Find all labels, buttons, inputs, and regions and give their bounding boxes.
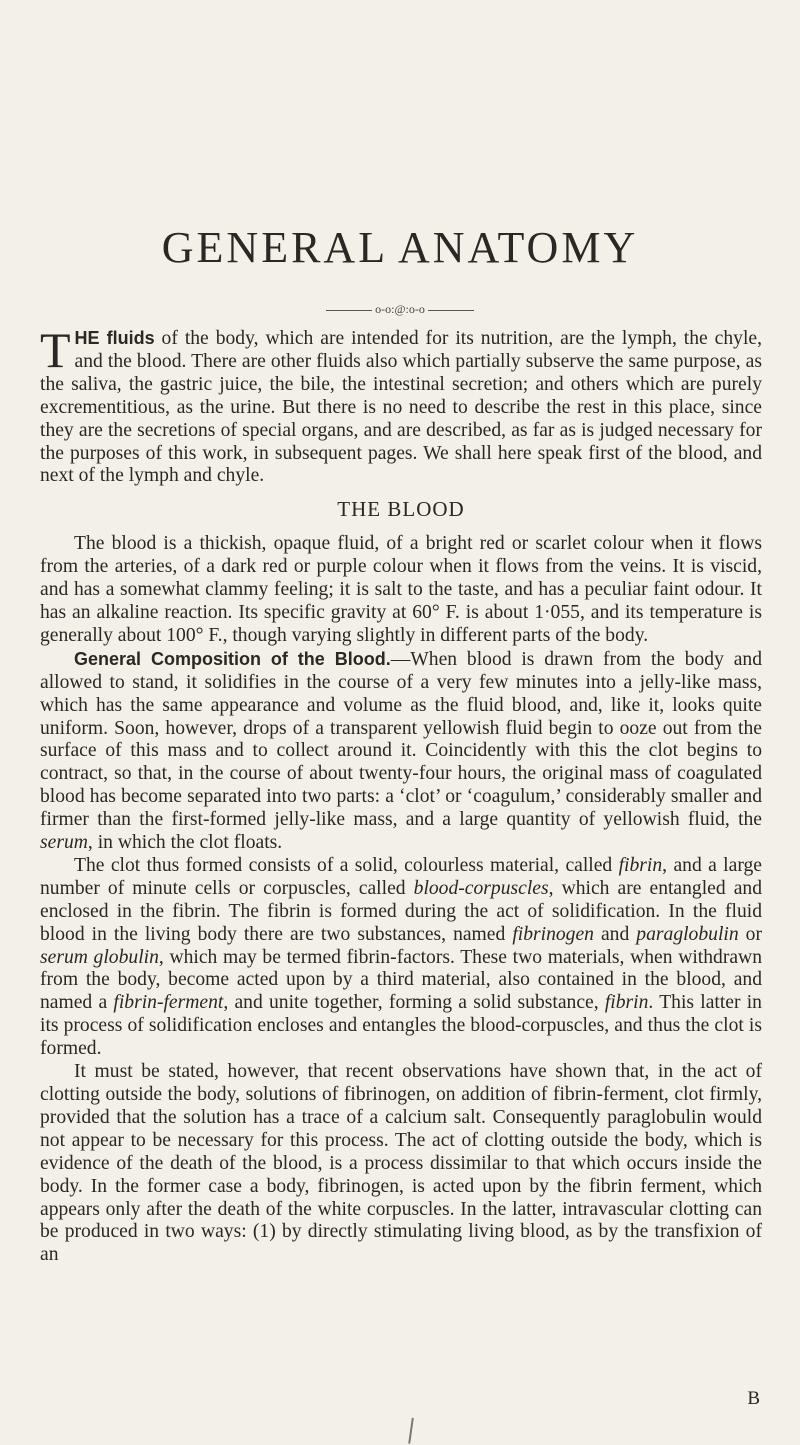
ornament-glyph: o-o:@:o-o (375, 302, 425, 316)
term-fibrin-2: fibrin (604, 992, 649, 1014)
term-fibrin: fibrin (618, 854, 663, 876)
paragraph-general-composition (40, 648, 762, 855)
paragraph-blood-properties: The blood is a thickish, opaque fluid, of a bright red or scarlet colour when it flows from the arteries, of a dark red or purple colour when it flows from the veins. It is viscid, and has a somewhat clammy feeling; it is salt to the taste, and has a peculiar faint odour. It has an alkaline reaction. Its specific gravity at 60° F. is about 1·055, and its temperature is generally about 100° F., though varying slightly in different parts of the body. (40, 533, 762, 646)
clot-text-k: , which may be termed fibrin-factors. These two materials, when withdrawn from the body, become acted upon by a third material, also contained in the blood, and named a (40, 946, 763, 1014)
title-ornament (0, 302, 800, 317)
composition-text: —When blood is drawn from the body and allowed to stand, it solidifies in the course of a very few minutes into a jelly-like mass, which has the same appearance and volume as the fluid blood, and, like it, looks quite uniform. Soon, however, drops of a transparent yellowish fluid begin to ooze out from the surface of this mass and to collect around it. Coincidently with this the clot begins to contract, so that, in the course of about twenty-four hours, the original mass of coagulated blood has become separated into two parts: a ‘clot’ or ‘coagulum,’ considerably smaller and firmer than the first-formed jelly-like mass, and a large quantity of yellowish fluid, the (40, 648, 763, 831)
paragraph-clotting-observations: It must be stated, however, that recent observations have shown that, in the act of clotting outside the body, solutions of fibrinogen, on addition of fibrin-ferment, clot firmly, provided that the solution has a trace of a calcium salt. Consequently paraglobulin would not appear to be necessary for this process. The act of clotting outside the body, which is evidence of the death of the blood, is a process dissimilar to that which occurs inside the body. In the former case a body, fibrinogen, is acted upon by the fibrin ferment, which appears only after the death of the white corpuscles. In the latter, intravascular clotting can be produced in two ways: (1) by directly stimulating living blood, as by the transfixion of an (40, 1061, 762, 1266)
faded-library-stamp (605, 55, 764, 145)
clot-text-a: The clot thus formed consists of a solid, colourless material, called (74, 854, 619, 876)
ornament-line-left (326, 310, 372, 311)
clot-text-e: , which are entangled and enclosed in the fibrin. The fibrin is formed during the act of solidification. In the fluid blood in the living body there are two substances, named (40, 877, 763, 945)
term-serum: serum (40, 832, 88, 854)
clot-text-m: , and unite together, forming a solid substance, (223, 992, 605, 1014)
page-title: GENERAL ANATOMY (161, 223, 639, 272)
subheading-general-composition: General Composition of the Blood. (74, 648, 391, 669)
drop-cap: T (40, 322, 71, 378)
term-fibrin-ferment: fibrin-ferment (113, 992, 224, 1014)
paragraph-clot (40, 855, 762, 1061)
signature-mark: B (747, 1388, 760, 1409)
term-blood-corpuscles: blood-corpuscles (413, 877, 549, 899)
composition-tail: , in which the clot floats. (87, 832, 283, 854)
intro-lead: HE fluids (74, 328, 155, 348)
clot-text-i: or (738, 923, 762, 945)
intro-text: of the body, which are intended for its nutrition, are the lymph, the chyle, and the blood. There are other fluids also which partially subserve the same purpose, as the saliva, the gastric juice, the bile, the intestinal secretion; and others which are purely excrementitious, as the urine. But there is no need to describe the rest in this place, since they are the secretions of special organs, and are described, as far as is judged necessary for the purposes of this work, in subsequent pages. We shall here speak first of the blood, and next of the lymph and chyle. (40, 328, 762, 487)
ornament-line-right (428, 310, 474, 311)
term-fibrinogen: fibrinogen (512, 923, 594, 945)
clot-text-g: and (593, 923, 637, 945)
margin-pencil-mark (408, 1418, 417, 1444)
intro-paragraph (40, 322, 762, 488)
term-paraglobulin: paraglobulin (636, 923, 739, 945)
body-text (40, 322, 763, 1267)
term-serum-globulin: serum globulin (40, 946, 159, 968)
section-heading-blood: THE BLOOD (337, 497, 465, 522)
clot-text-c: , and a large number of minute cells or corpuscles, called (40, 854, 762, 899)
clot-text-o: . This latter in its process of solidification encloses and entangles the blood-corpuscles, and thus the clot is formed. (40, 992, 762, 1060)
